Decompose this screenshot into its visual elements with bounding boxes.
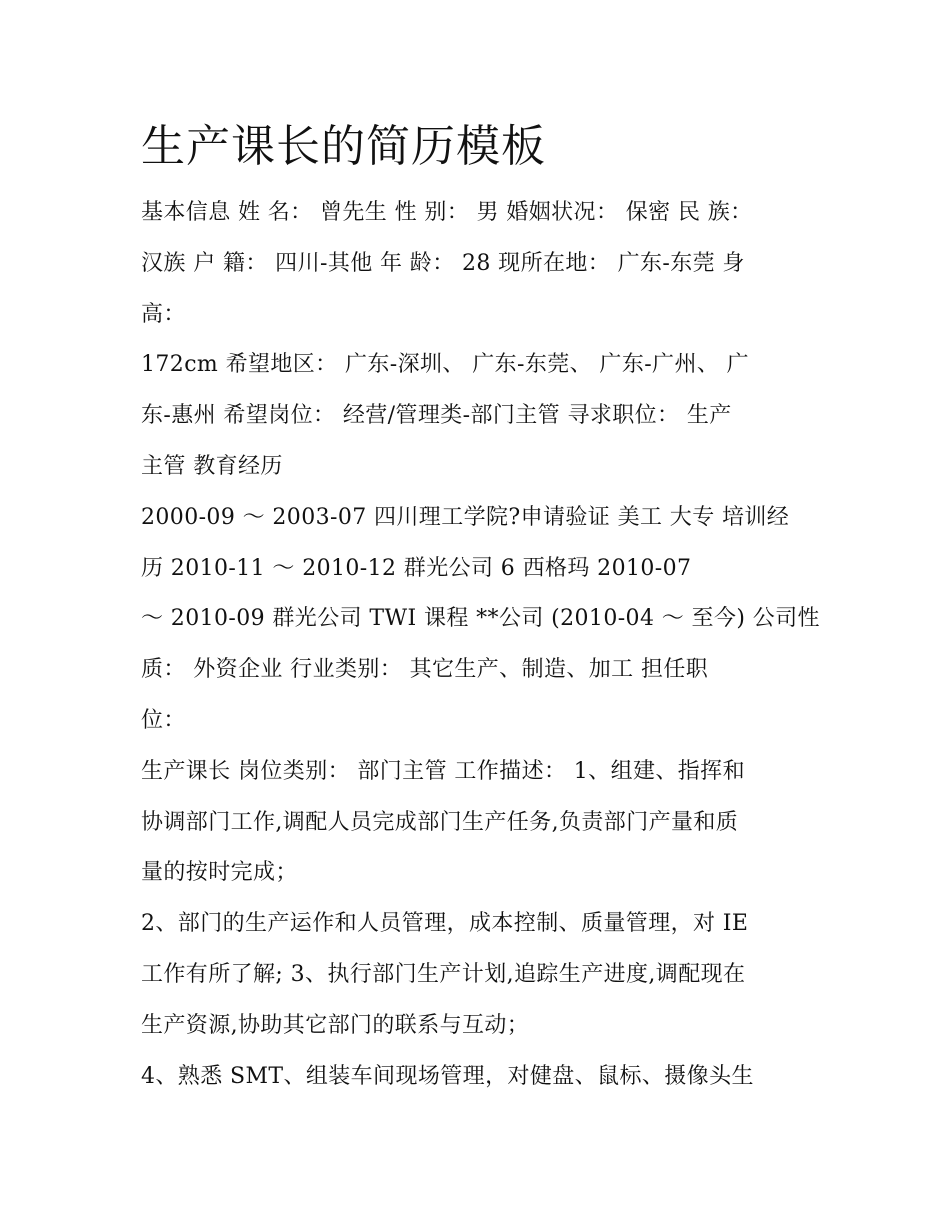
text-line: 高：: [141, 301, 186, 327]
text-line: 基本信息 姓 名： 曾先生 性 别： 男 婚姻状况： 保密 民 族：: [141, 200, 753, 225]
document-page: [141, 112, 820, 1102]
text-line: 协调部门工作,调配人员完成部门生产任务,负责部门产量和质: [141, 809, 739, 835]
text-line: 量的按时完成；: [141, 860, 298, 886]
text-line: 历 2010-11 ～ 2010-12 群光公司 6 西格玛 2010-07: [141, 555, 692, 581]
text-line: 质： 外资企业 行业类别： 其它生产、制造、加工 担任职: [141, 657, 709, 683]
text-line: 生产课长 岗位类别： 部门主管 工作描述： 1、组建、指挥和: [141, 758, 745, 784]
text-line: 主管 教育经历: [141, 453, 283, 479]
text-line: 汉族 户 籍： 四川-其他 年 龄： 28 现所在地： 广东-东莞 身: [141, 250, 745, 276]
text-line: 工作有所了解; 3、执行部门生产计划,追踪生产进度,调配现在: [141, 961, 746, 987]
text-line: 位：: [141, 707, 186, 733]
text-line: 4、熟悉 SMT、组装车间现场管理，对健盘、鼠标、摄像头生: [141, 1063, 754, 1089]
text-line: 生产资源,协助其它部门的联系与互动；: [141, 1012, 530, 1038]
text-line: ～ 2010-09 群光公司 TWI 课程 **公司 (2010-04 ～ 至今) 公司性: [141, 606, 820, 632]
document-body: [141, 188, 820, 1102]
text-line: 172cm 希望地区： 广东-深圳、 广东-东莞、 广东-广州、 广: [141, 352, 750, 378]
text-line: 东-惠州 希望岗位： 经营/管理类-部门主管 寻求职位： 生产: [141, 403, 732, 429]
document-title: 生产课长的简历模板: [141, 121, 546, 172]
text-line: 2000-09 ～ 2003-07 四川理工学院?申请验证 美工 大专 培训经: [141, 504, 790, 530]
text-line: 2、部门的生产运作和人员管理，成本控制、质量管理，对 IE: [141, 911, 749, 937]
